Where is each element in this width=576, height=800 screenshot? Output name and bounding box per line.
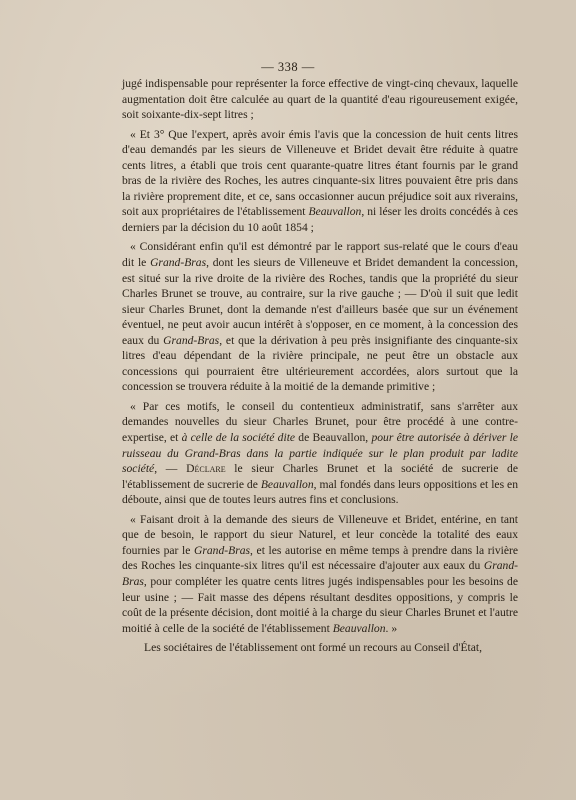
text-run: de Beauvallon, (295, 431, 372, 445)
text-run: , mal fondés dans leurs oppositions et les en déboute, ainsi que de toutes leurs autres fins et conclusions. (122, 477, 518, 507)
italic-text: pour être autorisée à dériver le ruisseau du Grand-Bras dans la partie indiquée sur le plan produit par ladite société (122, 431, 518, 476)
paragraph-considerant (122, 239, 518, 394)
text-run: « Et 3° Que l'expert, après avoir émis l'avis que la concession de huit cents litres d'eau demandés par les sieurs de Villeneuve et Bridet devait être réduite à quatre cents litres, a établi que trois cent quarante-quatre litres étant fournis par le grand bras de la rivière des Roches, les autres cinquante-six litres pouvaient être pris dans la rivière proprement dite, et ce, sans occasionner aucun préjudice soit aux riverains, soit aux propriétaires de l'établissement (122, 127, 518, 219)
italic-text: Beauvallon (260, 477, 314, 491)
text-run: Les sociétaires de l'établissement ont formé un recours au Conseil d'État, (144, 641, 483, 655)
text-run: . » (385, 621, 398, 635)
italic-text: Beauvallon (332, 621, 386, 635)
text-run: , — (154, 462, 187, 476)
text-run: , ni léser les droits concédés à ces derniers par la décision du 10 août 1854 ; (122, 205, 518, 234)
text-run: le sieur Charles Brunet et la société de sucrerie de l'établissement de sucrerie de (122, 462, 518, 491)
paragraph-faisant-droit (122, 512, 518, 636)
italic-text: à celle de la société dite (181, 431, 296, 445)
italic-text: Grand-Bras (194, 543, 251, 557)
text-run: « Faisant droit à la demande des sieurs de Villeneuve et Bridet, entérine, en tant que de besoin, le rapport du sieur Naturel, et leur concède la totalité des eaux fournies par le (122, 512, 518, 557)
italic-text: Grand-Bras (150, 256, 207, 270)
text-run: , dont les sieurs de Villeneuve et Bridet demandent la concession, est situé sur la rive droite de la rivière des Roches, tandis que la propriété du sieur Charles Brunet se trouve, au contraire, sur la rive gauche ; — D'où il suit que ledit sieur Charles Brunet, dont la demande n'est d'ailleurs basée que sur un événement éventuel, ne peut avoir aucun intérêt à s'opposer, en ce moment, à la concession des eaux du (122, 256, 519, 347)
paragraph-continuation (122, 76, 518, 123)
paragraph-recours (122, 640, 518, 656)
text-run: jugé indispensable pour représenter la force effective de vingt-cinq chevaux, laquelle augmentation doit être calculée au quart de la quantité d'eau rigoureusement exigée, soit soixante-dix-sept litres ; (122, 77, 518, 122)
paragraph-expert-finding (122, 127, 518, 236)
italic-text: Grand-Bras (122, 559, 518, 588)
text-run: « Considérant enfin qu'il est démontré par le rapport sus-relaté que le cours d'eau dit le (122, 240, 518, 270)
text-run: , et que la dérivation à peu près insignifiante des cinquante-six litres d'eau dépendant de la rivière principale, ne peut être un obstacle aux concessions qui pourraient être ultérieurement accordées, alors surtout que la concession se trouvera réduite à la moitié de la demande primitive ; (122, 333, 518, 394)
italic-text: Beauvallon (308, 205, 362, 219)
text-run: , pour compléter les quatre cents litres jugés indispensables pour les besoins de leur usine ; — Fait masse des dépens résultant desdites oppositions, y compris le coût de la présente décision, dont moitié à la charge du sieur Charles Brunet et l'autre moitié à celle de la société de l'établissement (122, 574, 518, 635)
page-number: — 338 — (261, 60, 315, 74)
italic-text: Grand-Bras (163, 333, 220, 347)
body-text (122, 76, 518, 660)
small-caps-text: Déclare (186, 462, 226, 476)
text-run: « Par ces motifs, le conseil du contentieux administratif, sans s'arrêter aux demandes nouvelles du sieur Charles Brunet, pour être procédé à une contre-expertise, et (122, 399, 518, 445)
paragraph-par-ces-motifs (122, 399, 518, 508)
text-run: , et les autorise en même temps à prendre dans la rivière des Roches les cinquante-six litres qu'il est nécessaire d'ajouter aux eaux du (122, 543, 518, 573)
